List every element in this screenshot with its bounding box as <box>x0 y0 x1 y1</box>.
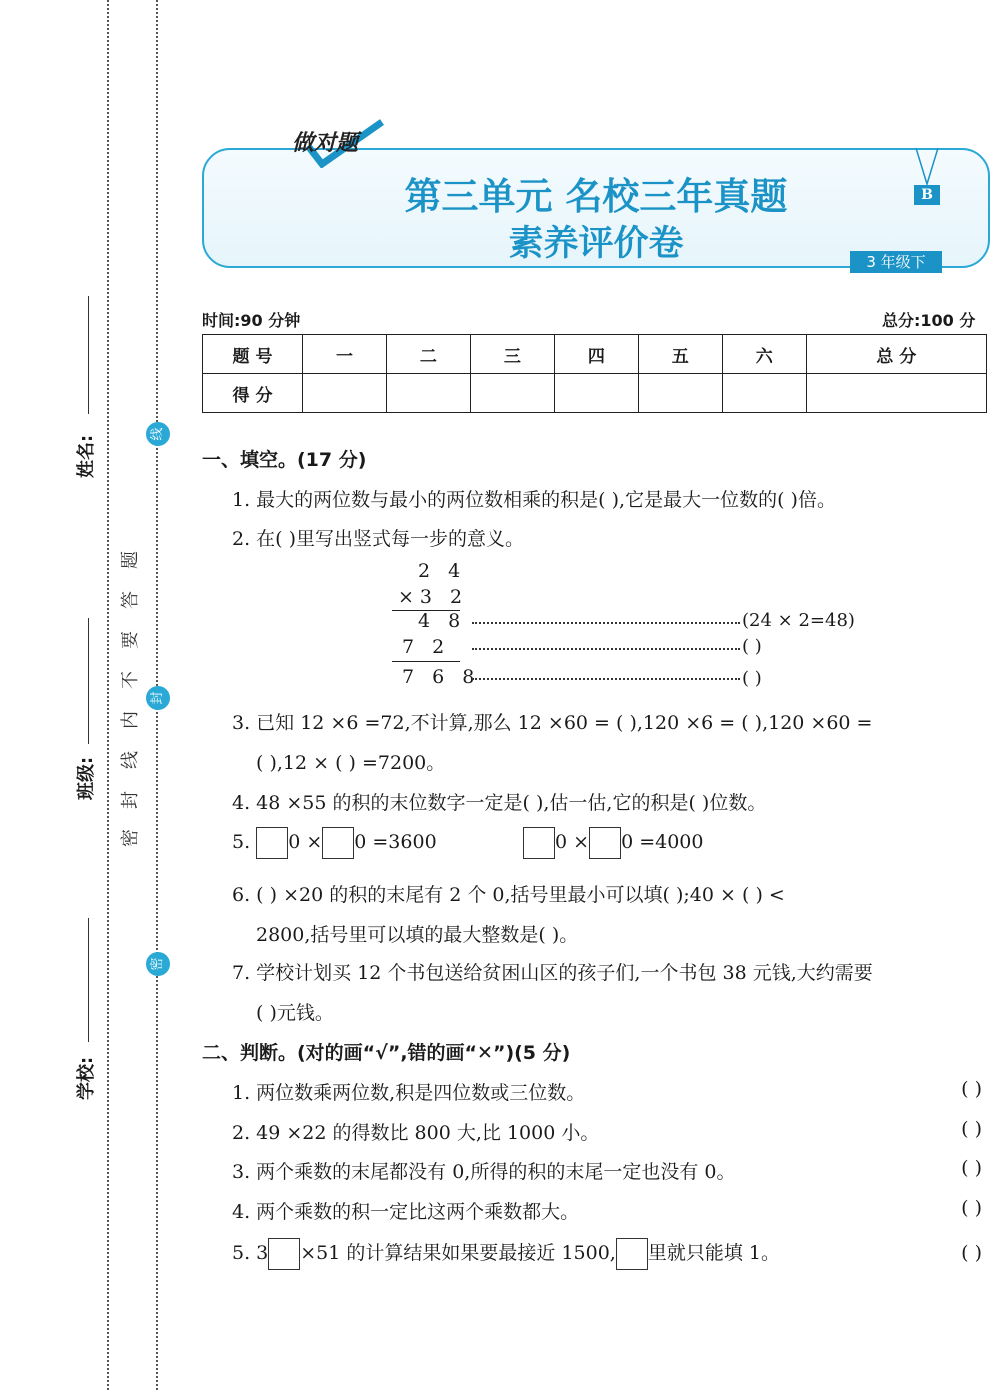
exam-time: 时间:90 分钟 <box>202 311 301 330</box>
score-cell[interactable] <box>554 374 638 413</box>
question-text: 1. 最大的两位数与最小的两位数相乘的积是( ),它是最大一位数的( )倍。 <box>232 489 836 511</box>
calc-line: ×3 2 <box>398 586 469 608</box>
table-header-cell: 总 分 <box>806 335 986 374</box>
calc-line: 4 8 <box>418 610 467 632</box>
seal-char: 答 <box>120 591 141 609</box>
score-cell[interactable] <box>638 374 722 413</box>
school-field[interactable] <box>88 918 89 1042</box>
name-label: 姓名: <box>76 434 97 478</box>
question-text <box>523 827 703 859</box>
section-title: 二、判断。(对的画“√”,错的画“✕”)(5 分) <box>202 1042 571 1064</box>
answer-box[interactable] <box>322 827 354 859</box>
table-header-cell: 题 号 <box>203 335 303 374</box>
expr-part: 里就只能填 1。 <box>647 1242 780 1264</box>
judge-answer[interactable]: ( ) <box>961 1242 982 1264</box>
seal-char: 题 <box>120 551 141 569</box>
section-title: 一、填空。(17 分) <box>202 449 367 471</box>
question-text: 7. 学校计划买 12 个书包送给贫困山区的孩子们,一个书包 38 元钱,大约需要 <box>232 962 873 984</box>
calc-answer-blank[interactable]: ( ) <box>742 668 762 689</box>
question-text <box>232 827 437 859</box>
seal-char: 线 <box>120 751 141 769</box>
table-header-cell: 六 <box>722 335 806 374</box>
calc-line: 7 2 <box>402 636 451 658</box>
expr-part: 0 =3600 <box>354 831 437 853</box>
tag-string-icon <box>912 148 942 188</box>
name-field[interactable] <box>88 296 89 414</box>
grade-badge: 3 年级下 <box>850 251 942 273</box>
question-text: ( )元钱。 <box>256 1002 334 1024</box>
score-table-row <box>203 374 987 413</box>
question-text: 2. 在( )里写出竖式每一步的意义。 <box>232 528 525 550</box>
score-cell[interactable] <box>722 374 806 413</box>
judge-item: 1. 两位数乘两位数,积是四位数或三位数。 <box>232 1082 586 1104</box>
calc-answer-blank[interactable]: ( ) <box>742 636 762 657</box>
seal-char: 要 <box>120 631 141 649</box>
judge-item: 3. 两个乘数的末尾都没有 0,所得的积的末尾一定也没有 0。 <box>232 1161 736 1183</box>
judge-answer[interactable]: ( ) <box>961 1118 982 1140</box>
question-text: 3. 已知 12 ×6 =72,不计算,那么 12 ×60 = ( ),120 ×6 = ( ),120 ×60 = <box>232 712 873 734</box>
brand-ribbon: 做对题 <box>292 131 359 156</box>
score-cell[interactable] <box>303 374 387 413</box>
calc-line: 7 6 8 <box>402 666 481 688</box>
answer-box[interactable] <box>589 827 621 859</box>
seal-circle-mark: 线 <box>146 422 170 446</box>
question-text: 2800,括号里可以填的最大整数是( )。 <box>256 924 579 946</box>
answer-box[interactable] <box>268 1238 300 1270</box>
version-badge: B <box>914 185 940 205</box>
table-header-cell: 三 <box>470 335 554 374</box>
expr-part: 0 × <box>288 831 323 853</box>
leader-dots <box>472 648 740 650</box>
question-text: 4. 48 ×55 的积的末位数字一定是( ),估一估,它的积是( )位数。 <box>232 792 767 814</box>
table-header-cell: 一 <box>303 335 387 374</box>
judge-item: 2. 49 ×22 的得数比 800 大,比 1000 小。 <box>232 1122 600 1144</box>
leader-dots <box>472 678 740 680</box>
score-cell[interactable] <box>806 374 986 413</box>
expr-part: ×51 的计算结果如果要最接近 1500, <box>300 1242 616 1264</box>
exam-total: 总分:100 分 <box>882 311 976 330</box>
class-field[interactable] <box>88 618 89 744</box>
seal-char: 不 <box>120 671 141 689</box>
seal-circle-mark: 密 <box>146 952 170 976</box>
judge-item <box>232 1238 780 1270</box>
seal-char: 密 <box>120 829 141 847</box>
page-title: 第三单元 名校三年真题 <box>404 175 788 218</box>
seal-char: 内 <box>120 711 141 729</box>
leader-dots <box>472 622 740 624</box>
expr-part: 5. 3 <box>232 1242 269 1264</box>
judge-answer[interactable]: ( ) <box>961 1197 982 1219</box>
judge-answer[interactable]: ( ) <box>961 1157 982 1179</box>
question-number: 5. <box>232 831 251 853</box>
score-cell[interactable] <box>386 374 470 413</box>
judge-item: 4. 两个乘数的积一定比这两个乘数都大。 <box>232 1201 580 1223</box>
table-header-cell: 二 <box>386 335 470 374</box>
answer-box[interactable] <box>256 827 288 859</box>
class-label: 班级: <box>76 756 97 800</box>
answer-box[interactable] <box>616 1238 648 1270</box>
judge-answer[interactable]: ( ) <box>961 1078 982 1100</box>
seal-circle-mark: 封 <box>146 686 170 710</box>
score-cell[interactable] <box>470 374 554 413</box>
school-label: 学校: <box>76 1056 97 1100</box>
page-subtitle: 素养评价卷 <box>508 224 684 264</box>
question-text: ( ),12 × ( ) =7200。 <box>256 752 446 774</box>
answer-box[interactable] <box>523 827 555 859</box>
calc-rule <box>392 661 460 662</box>
table-header-cell: 四 <box>554 335 638 374</box>
expr-part: 0 =4000 <box>621 831 704 853</box>
calc-answer: (24 × 2=48) <box>742 610 855 631</box>
score-table <box>202 334 987 413</box>
expr-part: 0 × <box>555 831 590 853</box>
table-header-cell: 五 <box>638 335 722 374</box>
calc-line: 2 4 <box>418 560 467 582</box>
seal-char: 封 <box>120 791 141 809</box>
question-text: 6. ( ) ×20 的积的末尾有 2 个 0,括号里最小可以填( );40 × ( ) < <box>232 884 785 906</box>
score-table-header-row <box>203 335 987 374</box>
row-label-cell: 得 分 <box>203 374 303 413</box>
binding-dotted-line-left <box>107 0 109 1390</box>
